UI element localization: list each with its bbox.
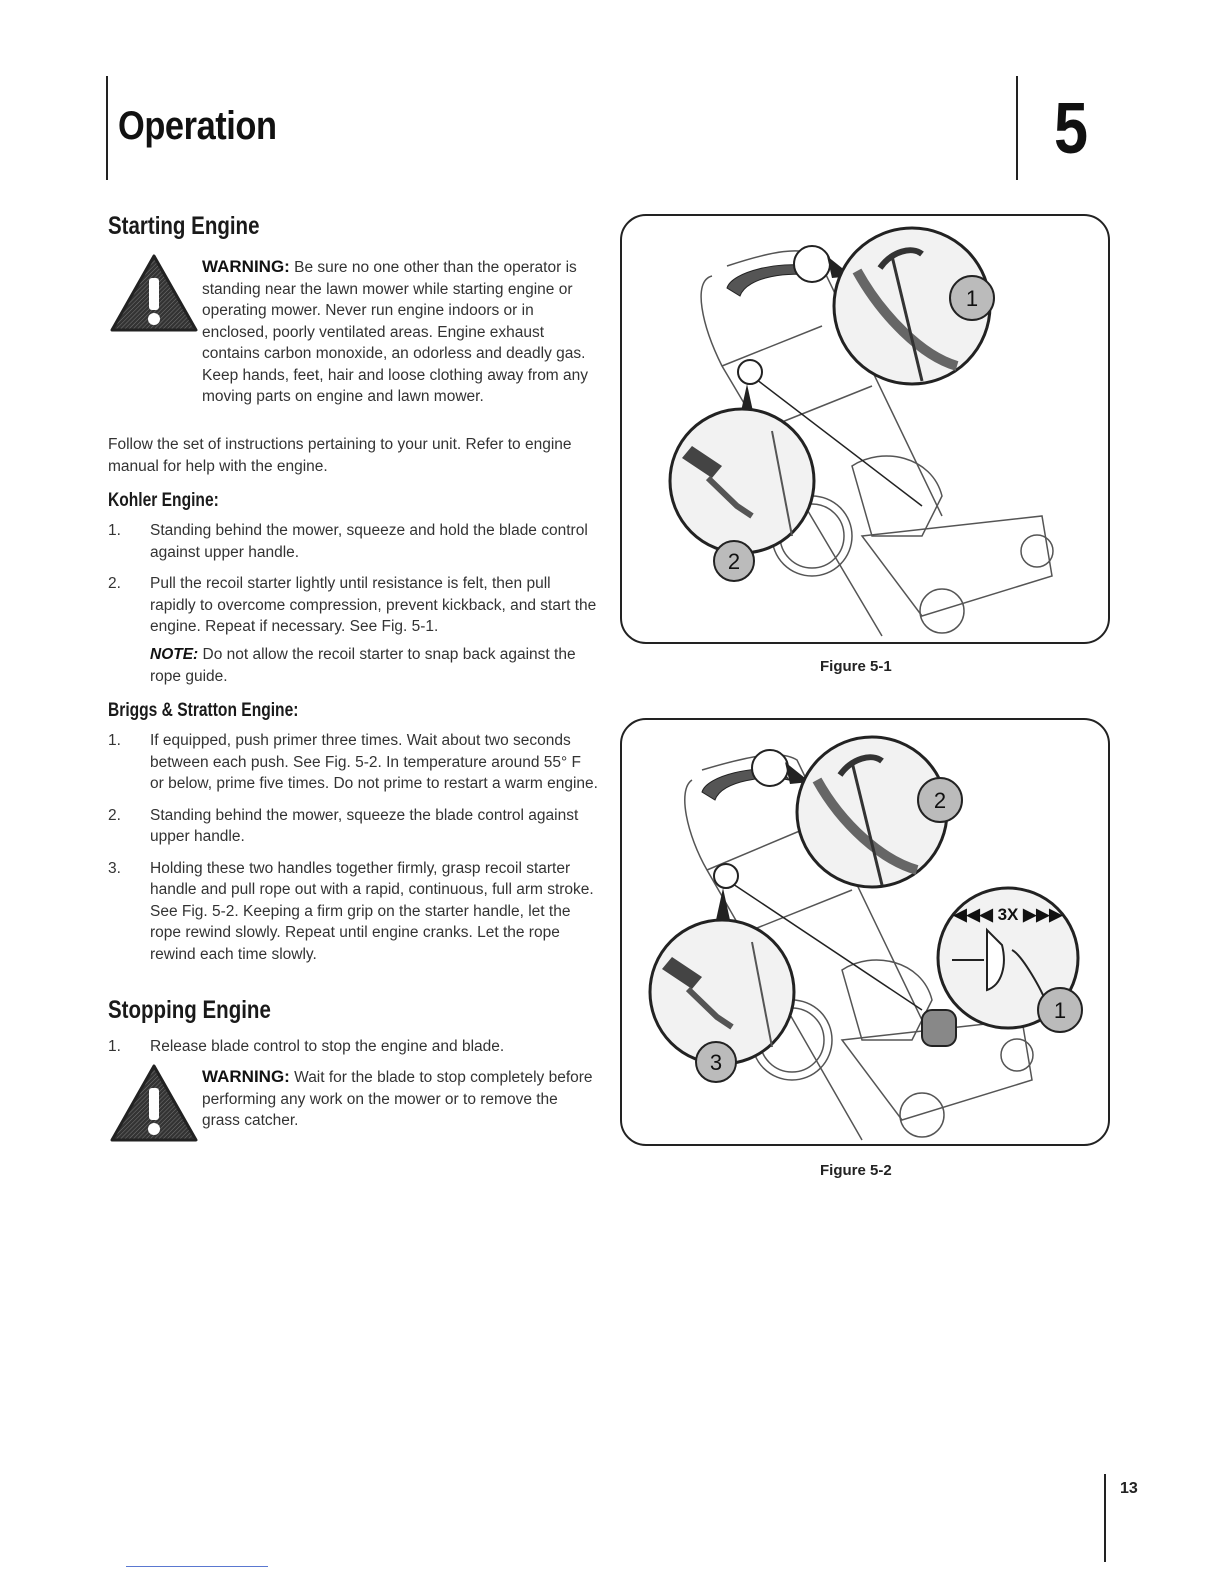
section-heading-starting: Starting Engine: [108, 212, 260, 240]
warning-triangle-icon: [108, 1062, 200, 1144]
subheading-briggs: Briggs & Stratton Engine:: [108, 700, 299, 721]
figure-caption: Figure 5-2: [820, 1162, 892, 1179]
note-text: Do not allow the recoil starter to snap back against the rope guide.: [150, 646, 576, 685]
list-item: 1. Standing behind the mower, squeeze and hold the blade control against upper handle.: [108, 522, 588, 561]
figure-caption: Figure 5-1: [820, 658, 892, 675]
warning-triangle-icon: [108, 252, 200, 334]
subheading-kohler: Kohler Engine:: [108, 490, 219, 511]
callout-2: 2: [727, 549, 741, 574]
mower-illustration: [622, 216, 1108, 642]
callout-1: 1: [965, 286, 979, 311]
page-number: 13: [1120, 1480, 1138, 1497]
warning-text: Wait for the blade to stop completely before performing any work on the mower or to remove the grass catcher.: [202, 1069, 593, 1129]
callout-2: 2: [933, 788, 947, 813]
list-item: 2. Pull the recoil starter lightly until resistance is felt, then pull rapidly to overcome compression, prevent kickback, and start the engine. Repeat if necessary. See Fig. 5-1.: [108, 575, 597, 635]
callout-1: 1: [1053, 998, 1067, 1023]
starting-warning: [202, 256, 598, 408]
primer-3x-label: ◀◀◀ 3X ▶▶▶: [953, 905, 1063, 924]
stopping-warning: [202, 1066, 598, 1132]
list-item: 3. Holding these two handles together firmly, grasp recoil starter handle and pull rope out with a rapid, continuous, full arm stroke. See Fig. 5-2. Keeping a firm grip on the starter handle, let the rope rewind slowly. Repeat until engine cranks. Let the rope rewind each time slowly.: [108, 859, 594, 963]
warning-label: WARNING:: [202, 257, 290, 276]
list-item: 1. If equipped, push primer three times. Wait about two seconds between each push. See Fig. 5-2. In temperature around 55° F or below, prime five times. Do not prime to restart a warm engine.: [108, 732, 598, 792]
section-heading-stopping: Stopping Engine: [108, 996, 271, 1024]
list-item: 2. Standing behind the mower, squeeze the blade control against upper handle.: [108, 806, 579, 845]
warning-text: Be sure no one other than the operator is standing near the lawn mower while starting engine or operating mower. Never run engine indoors or in enclosed, poorly ventilated areas. Engine exhaust contains carbon monoxide, an odorless and deadly gas. Keep hands, feet, hair and loose clothing away from any moving parts on engine and lawn mower.: [202, 259, 589, 405]
footer-rule: [1104, 1474, 1106, 1562]
chapter-number: 5: [1054, 89, 1089, 169]
kohler-note: [150, 644, 598, 687]
starting-intro: Follow the set of instructions pertaining to your unit. Refer to engine manual for help with the engine.: [108, 436, 572, 475]
list-item: 1. Release blade control to stop the engine and blade.: [108, 1038, 505, 1055]
callout-3: 3: [709, 1050, 723, 1075]
kohler-steps: [108, 520, 598, 648]
footer-line: [126, 1566, 268, 1567]
header-rule-left: [106, 76, 108, 180]
figure-5-1: [620, 214, 1110, 644]
note-label: NOTE:: [150, 646, 199, 663]
figure-5-2: [620, 718, 1110, 1146]
page-title: Operation: [118, 104, 277, 148]
mower-illustration: [622, 720, 1108, 1144]
warning-label: WARNING:: [202, 1067, 290, 1086]
header-rule-right: [1016, 76, 1018, 180]
briggs-steps: [108, 730, 598, 975]
